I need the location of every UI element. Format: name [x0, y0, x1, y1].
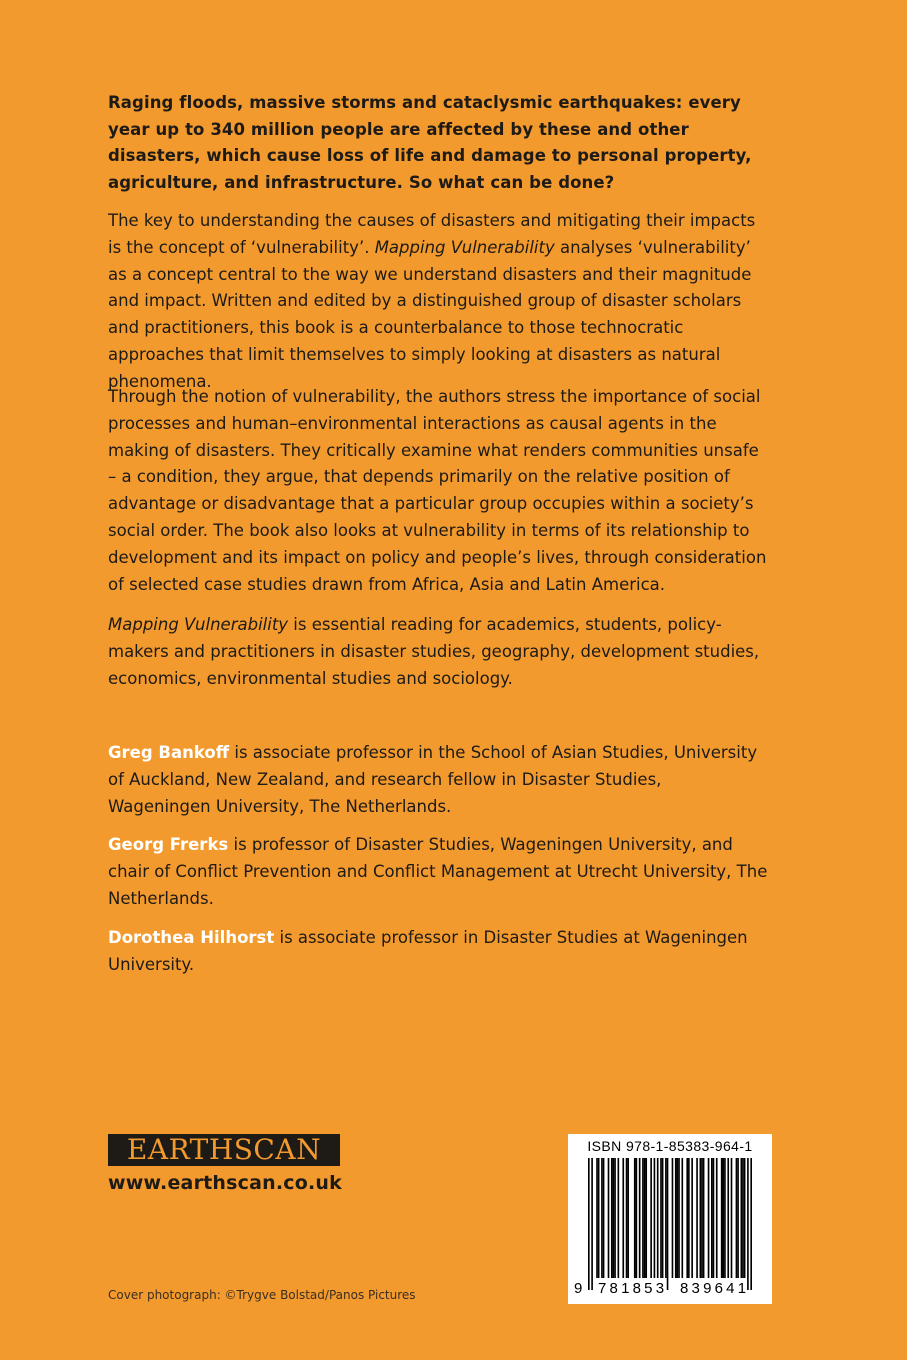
author-bio-frerks [108, 832, 768, 912]
paragraph-text: The key to understanding the causes of disasters and mitigating their impacts is the concept of ‘vulnerability’. [108, 211, 756, 257]
barcode-bar [634, 1158, 636, 1278]
author-name: Greg Bankoff [108, 743, 230, 762]
isbn-barcode [568, 1134, 772, 1304]
barcode-bar [662, 1158, 664, 1278]
description-paragraph-3 [108, 612, 768, 692]
author-name: Georg Frerks [108, 835, 229, 854]
barcode-bar [696, 1158, 698, 1278]
barcode-bar [744, 1158, 746, 1278]
barcode-bar [614, 1158, 616, 1278]
lead-paragraph: Raging floods, massive storms and cataclysmic earthquakes: every year up to 340 million people are affected by these and other disasters, which cause loss of life and damage to personal property, agriculture, and infrastructure. So what can be done? [108, 93, 752, 192]
barcode-bar [657, 1158, 659, 1278]
barcode-bar [677, 1158, 679, 1278]
barcode-bar [678, 1158, 680, 1278]
barcode-bar [601, 1158, 603, 1278]
book-title: Mapping Vulnerability [108, 615, 289, 634]
barcode-bar [741, 1158, 743, 1278]
barcode-bar [716, 1158, 718, 1278]
barcode-bar [686, 1158, 688, 1278]
barcode-bar [724, 1158, 726, 1278]
barcode-bar [731, 1158, 733, 1278]
barcode-bar [626, 1158, 628, 1278]
barcode-bar [613, 1158, 615, 1278]
barcode-bar [644, 1158, 646, 1278]
barcode-bar [672, 1158, 674, 1278]
barcode-bar [703, 1158, 705, 1278]
barcode-bar [642, 1158, 644, 1278]
barcode-bar [750, 1158, 752, 1290]
barcode-bar [654, 1158, 656, 1278]
barcode-bar [603, 1158, 605, 1278]
isbn-label: ISBN 978-1-85383-964-1 [587, 1138, 753, 1154]
barcode-bar [713, 1158, 715, 1278]
barcode-bar [598, 1158, 600, 1278]
barcode-bars [568, 1134, 772, 1304]
publisher-logo [108, 1134, 340, 1166]
barcode-digits-left: 781853 [598, 1280, 668, 1297]
barcode-bar [700, 1158, 702, 1278]
barcode-bar [650, 1158, 652, 1278]
barcode-bar [639, 1158, 641, 1278]
barcode-bar [588, 1158, 590, 1290]
barcode-bar [591, 1158, 593, 1290]
paragraph-text: is essential reading for academics, students, policy-makers and practitioners in disaster studies, geography, development studies, economics, environmental studies and sociology. [108, 615, 760, 688]
barcode-bar [701, 1158, 703, 1278]
barcode-bar [645, 1158, 647, 1278]
description-paragraph-2: Through the notion of vulnerability, the authors stress the importance of social processes and human–environmental interactions as causal agents in the making of disasters. They critically examine what renders communities unsafe – a condition, they argue, that depends primarily on the relative position of advantage or disadvantage that a particular group occupies within a society’s social order. The book also looks at vulnerability in terms of its relationship to development and its impact on policy and people’s lives, through consideration of selected case studies drawn from Africa, Asia and Latin America. [108, 387, 767, 594]
barcode-bar [611, 1158, 613, 1278]
barcode-bar [608, 1158, 610, 1278]
barcode-bar [596, 1158, 598, 1278]
barcode-bar [747, 1158, 749, 1290]
barcode-digit-lead: 9 [574, 1280, 583, 1297]
barcode-bar [737, 1158, 739, 1278]
barcode-digits [568, 1280, 772, 1300]
barcode-bar [675, 1158, 677, 1278]
barcode-bar [618, 1158, 620, 1278]
author-bio-hilhorst [108, 925, 768, 979]
book-title: Mapping Vulnerability [374, 237, 555, 257]
barcode-bar [681, 1158, 683, 1278]
photo-credit: Cover photograph: ©Trygve Bolstad/Panos Pictures [108, 1288, 416, 1302]
barcode-bar [711, 1158, 713, 1278]
author-bio-bankoff [108, 740, 768, 820]
barcode-bar [742, 1158, 744, 1278]
author-bio-text: is professor of Disaster Studies, Wageningen University, and chair of Conflict Prevention and Conflict Management at Utrecht University, The Netherlands. [108, 835, 768, 908]
barcode-bar [708, 1158, 710, 1278]
barcode-bar [622, 1158, 624, 1278]
author-bio-text: is associate professor in the School of Asian Studies, University of Auckland, New Zealand, and research fellow in Disaster Studies, Wageningen University, The Netherlands. [108, 743, 758, 816]
barcode-bar [727, 1158, 729, 1278]
publisher-logo-text: EARTHSCAN [126, 1133, 322, 1166]
barcode-bar [736, 1158, 738, 1278]
publisher-url[interactable]: www.earthscan.co.uk [108, 1172, 342, 1194]
barcode-bar [688, 1158, 690, 1278]
barcode-bar [636, 1158, 638, 1278]
barcode-bar [660, 1158, 662, 1278]
barcode-bar [627, 1158, 629, 1278]
paragraph-text: analyses ‘vulnerability’ as a concept central to the way we understand disasters and their magnitude and impact. Written and edited by a distinguished group of disaster scholars and practitioners, this book is a counterbalance to those technocratic approaches that limit themselves to simply looking at disasters as natural phenomena. [108, 237, 752, 391]
barcode-digits-right: 839641 [680, 1280, 750, 1297]
barcode-bar [721, 1158, 723, 1278]
barcode-bar [665, 1158, 667, 1278]
barcode-bar [722, 1158, 724, 1278]
description-paragraph-1 [108, 208, 768, 396]
author-name: Dorothea Hilhorst [108, 928, 275, 947]
barcode-bar [667, 1158, 669, 1290]
barcode-bar [691, 1158, 693, 1278]
author-bio-text: is associate professor in Disaster Studies at Wageningen University. [108, 928, 748, 974]
